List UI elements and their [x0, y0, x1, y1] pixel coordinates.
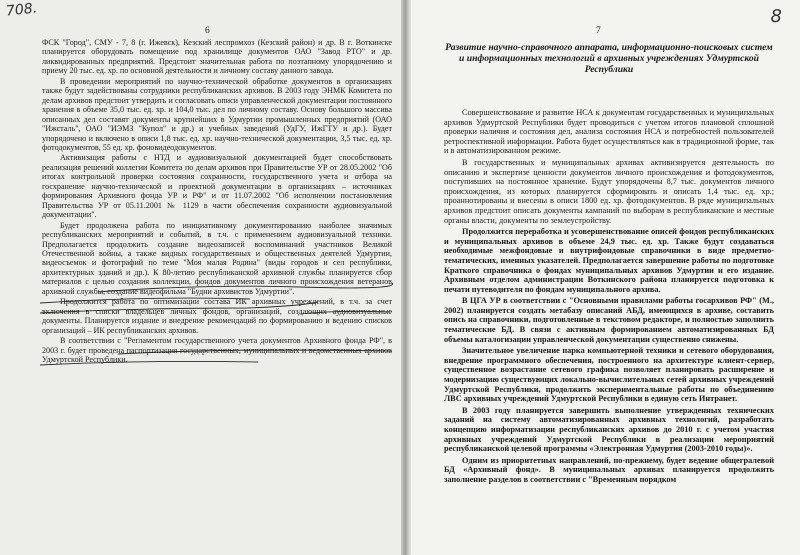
left-paragraph: Активизация работы с НТД и аудиовизуальной документацией будет способствовать реализация решений коллегии Комитета по делам архивов при Правительстве УР от 28.05.2002 "Об итогах контрольной проверки состояния сохранности, государственного учета и отбора на госхранение научно-технической и проектной документации в организациях – источниках формирования Архивного фонда УР и РФ" и от 11.07.2002 "Об исполнении постановления Правительства УР от 05.11.2001 № 1129 в части обеспечения сохранности аудиовизуальной документации".	[42, 153, 392, 220]
left-paragraph: В соответствии с "Регламентом государственного учета документов Архивного фонда РФ", в 2003 г. будет проведена паспортизация государственных, муниципальных и ведомственных архивов Удмуртской Республики.	[42, 336, 392, 364]
left-paragraph: Продолжится работа по оптимизации состава ИК архивных учреждений, в т.ч. за счет включения в списки владельцев личных фондов, организаций, создающих аудиовизуальные документы. Планируется издание и внедрение рекомендаций по формированию и ведению списков организаций – ИК республиканских архивов.	[42, 297, 392, 335]
right-paragraph: Продолжится переработка и усовершенствование описей фондов республиканских и муниципальных архивов в объеме 24,9 тыс. ед. хр. Также будут создаваться необходимые межфондовые и внутрифондовые справочники в виде предметно-тематических, именных указателей. Предполагается завершение работы по подготовке Краткого справочника о фондах муниципальных архивов Удмуртии и его издание. Архивным отделом администрации Воткинского района планируется подготовка к печати путеводителя по фондам муниципального архива.	[444, 227, 774, 294]
left-paragraph: ФСК "Город", СМУ - 7, 8 (г. Ижевск), Кезский леспромхоз (Кезский район) и др. В г. Воткинске планируется оборудовать помещение под хранилище документов ОАО "Завод РТО" и др. ликвидированных предприятий. Предстоит значительная работа по поэтапному упорядочению и приему 20 тыс. ед. хр. по основной деятельности и личному составу данного завода.	[42, 38, 392, 76]
right-page-number: 7	[596, 26, 601, 36]
right-paragraph: Совершенствование и развитие НСА к документам государственных и муниципальных архивов Удмуртской Республики будет проводиться с учетом итогов плановой сплошной проверки наличия и состояния дел, анализа состояния НСА и потребностей пользователей ретроспективной информации. Работа будет осуществляться как в традиционной форме, так и в автоматизированном режиме.	[444, 108, 774, 156]
right-paragraph: В 2003 году планируется завершить выполнение утвержденных технических заданий на систему автоматизированных архивных технологий, разработать концепцию информатизации республиканских архивов до 2010 г. с учетом участия архивных учреждений Удмуртской Республики в реализации мероприятий республиканской целевой программы «Электронная Удмуртия (2003-2010 годы)».	[444, 405, 774, 454]
handwritten-folio-left: 708.	[5, 0, 38, 20]
right-paragraph: В ЦГА УР в соответствии с "Основными правилами работы госархивов РФ" (М., 2002) планируется создать метабазу описаний АБД, имеющихся в архиве, составить опись на справочники, подготовленные в текстовом редакторе, и полностью заполнить тематические БД. В связи с активным формированием автоматизированных БД объемы каталогизации управленческой документации существенно снижены.	[444, 296, 774, 344]
section-title: Развитие научно-справочного аппарата, информационно-поисковых систем и информационных технологий в архивных учреждениях Удмуртской Республики	[445, 42, 773, 76]
left-page-number: 6	[205, 26, 210, 36]
left-paragraph: Будет продолжена работа по инициативному документированию наиболее значимых республиканских мероприятий и событий, в т.ч. с применением аудиовизуальной техники. Предполагается продолжить создание видеозаписей воспоминаний участников Великой Отечественной войны, а также видных государственных и общественных деятелей Удмуртии, видеосъемок и фотографий по теме "Моя малая Родина" (виды городов и сел республики, архитектурных зданий и др.). К 80-летию республиканской архивной службы планируется сбор материалов с целью создания коллекции, фондов документов личного происхождения ветеранов архивной службы, создание видеофильма "Будни архивистов Удмуртии".	[42, 220, 392, 296]
left-page-body	[42, 38, 392, 364]
handwritten-folio-right: 8	[770, 6, 782, 27]
book-spine	[401, 0, 411, 555]
right-page-body	[444, 108, 774, 485]
left-paragraph: В проведении мероприятий по научно-технической обработке документов в организациях также будут задействованы сотрудники республиканских архивов. В 2003 году ЭНМК Комитета по делам архивов предстоит утвердить и согласовать описи управленческой документации постоянного хранения в объеме 35,0 тыс. ед. хр. и 104,0 тыс. дел по личному составу. Основу большого массива описанных дел составят документы крупнейших в Удмуртии промышленных предприятий (ОАО "Ижсталь", ОАО "ИЭМЗ "Купол" и др.) и учебных заведений (УдГУ, ИжГТУ и др.). Будет упорядочено и включено в описи 1,8 тыс. ед. хр. научно-технической документации, 3,5 тыс. ед. хр. фотодокументов, 55 ед. хр. фоновидеодокументов.	[42, 76, 392, 152]
right-paragraph: Одним из приоритетных направлений, по-прежнему, будет ведение общегралевой БД «Архивный фонд». В муниципальных архивах планируется продолжить заполнение разделов в соответствии с "Временным порядком	[444, 455, 774, 484]
right-paragraph: Значительное увеличение парка компьютерной техники и сетевого оборудования, внедрение программного обеспечения, построенного на архитектуре клиент-сервер, существенное возрастание сетевого графика позволяет планировать расширение и модернизацию существующих локально-вычислительных сетей архивных учреждений Удмуртской Республики, продолжить экспериментальные работы по объединению ЛВС архивных учреждений Удмуртской Республики в единую сеть Интранет.	[444, 346, 774, 404]
right-paragraph: В государственных и муниципальных архивах активизируется деятельность по описанию и экспертизе ценности документов личного происхождения и фотодокументов, поступивших на постоянное хранение. Будут упорядочены 8,7 тыс. документов личного происхождения, из которых планируется сформировать и описать 1,4 тыс. ед. хр.; проаннотированы и внесены в описи 1800 ед. хр. фотодокументов. В ряде муниципальных архивов предстоит описать документы кампаний по выборам в республиканские и местные органы власти, документы по землеустройству.	[444, 157, 774, 225]
